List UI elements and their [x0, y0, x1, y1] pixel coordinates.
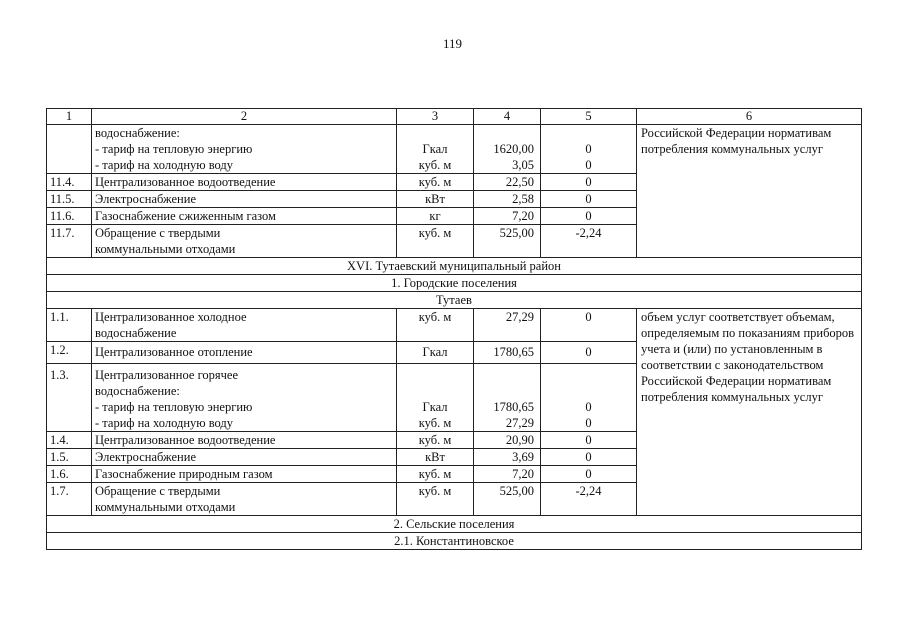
col5-cell: 0 0 — [541, 364, 637, 432]
col5-cell: -2,24 — [541, 225, 637, 258]
service-name: Централизованное отопление — [92, 342, 397, 364]
section-title: 2.1. Константиновское — [47, 533, 862, 550]
row-number: 1.2. — [47, 342, 92, 364]
unit-cell: куб. м — [397, 174, 474, 191]
service-name: Централизованное горячее водоснабжение: - тариф на тепловую энергию - тариф на холодную воду — [92, 364, 397, 432]
tariff-table — [46, 108, 862, 550]
value-cell: 1780,65 — [474, 342, 541, 364]
unit-cell: куб. м — [397, 466, 474, 483]
service-name: Электроснабжение — [92, 191, 397, 208]
table-row — [47, 125, 862, 174]
col5-cell: 0 0 — [541, 125, 637, 174]
section-row — [47, 258, 862, 275]
row-number: 11.6. — [47, 208, 92, 225]
value-cell: 525,00 — [474, 225, 541, 258]
col5-cell: 0 — [541, 309, 637, 342]
unit-cell: кг — [397, 208, 474, 225]
value-cell: 27,29 — [474, 309, 541, 342]
service-name: Обращение с твердыми коммунальными отходами — [92, 483, 397, 516]
service-name: Газоснабжение природным газом — [92, 466, 397, 483]
row-number: 1.3. — [47, 364, 92, 432]
table-row — [47, 309, 862, 342]
col5-cell: 0 — [541, 174, 637, 191]
section-row — [47, 292, 862, 309]
row-number: 1.4. — [47, 432, 92, 449]
col5-cell: -2,24 — [541, 483, 637, 516]
note-cell: Российской Федерации нормативам потребления коммунальных услуг — [637, 125, 862, 258]
unit-cell: куб. м — [397, 225, 474, 258]
row-number: 1.1. — [47, 309, 92, 342]
value-cell: 3,69 — [474, 449, 541, 466]
header-cell: 6 — [637, 109, 862, 125]
service-name: Централизованное водоотведение — [92, 432, 397, 449]
value-cell: 22,50 — [474, 174, 541, 191]
section-title: 1. Городские поселения — [47, 275, 862, 292]
note-cell: объем услуг соответствует объемам, определяемым по показаниям приборов учета и (или) по установленным в соответствии с законодательством Российской Федерации нормативам потребления коммунальных услуг — [637, 309, 862, 516]
header-cell: 3 — [397, 109, 474, 125]
value-cell: 2,58 — [474, 191, 541, 208]
value-cell: 20,90 — [474, 432, 541, 449]
section-title: 2. Сельские поселения — [47, 516, 862, 533]
row-number: 11.4. — [47, 174, 92, 191]
unit-cell: куб. м — [397, 432, 474, 449]
value-cell: 525,00 — [474, 483, 541, 516]
service-name: Централизованное водоотведение — [92, 174, 397, 191]
col5-cell: 0 — [541, 208, 637, 225]
col5-cell: 0 — [541, 432, 637, 449]
header-cell: 5 — [541, 109, 637, 125]
unit-cell: Гкал куб. м — [397, 125, 474, 174]
service-name: Газоснабжение сжиженным газом — [92, 208, 397, 225]
header-cell: 2 — [92, 109, 397, 125]
unit-cell: кВт — [397, 449, 474, 466]
row-number: 11.5. — [47, 191, 92, 208]
unit-cell: Гкал — [397, 342, 474, 364]
section-row — [47, 275, 862, 292]
section-row — [47, 533, 862, 550]
row-number: 11.7. — [47, 225, 92, 258]
section-title: XVI. Тутаевский муниципальный район — [47, 258, 862, 275]
service-name: водоснабжение: - тариф на тепловую энергию - тариф на холодную воду — [92, 125, 397, 174]
value-cell: 7,20 — [474, 466, 541, 483]
header-cell: 1 — [47, 109, 92, 125]
value-cell: 1620,00 3,05 — [474, 125, 541, 174]
service-name: Обращение с твердыми коммунальными отходами — [92, 225, 397, 258]
service-name: Электроснабжение — [92, 449, 397, 466]
header-cell: 4 — [474, 109, 541, 125]
section-row — [47, 516, 862, 533]
col5-cell: 0 — [541, 466, 637, 483]
value-cell: 7,20 — [474, 208, 541, 225]
section-title: Тутаев — [47, 292, 862, 309]
row-number: 1.5. — [47, 449, 92, 466]
page-number: 119 — [442, 36, 463, 51]
row-number: 1.7. — [47, 483, 92, 516]
unit-cell: Гкал куб. м — [397, 364, 474, 432]
col5-cell: 0 — [541, 449, 637, 466]
col5-cell: 0 — [541, 191, 637, 208]
service-name: Централизованное холодное водоснабжение — [92, 309, 397, 342]
value-cell: 1780,65 27,29 — [474, 364, 541, 432]
unit-cell: куб. м — [397, 309, 474, 342]
unit-cell: кВт — [397, 191, 474, 208]
header-row — [47, 109, 862, 125]
unit-cell: куб. м — [397, 483, 474, 516]
row-number: 1.6. — [47, 466, 92, 483]
col5-cell: 0 — [541, 342, 637, 364]
